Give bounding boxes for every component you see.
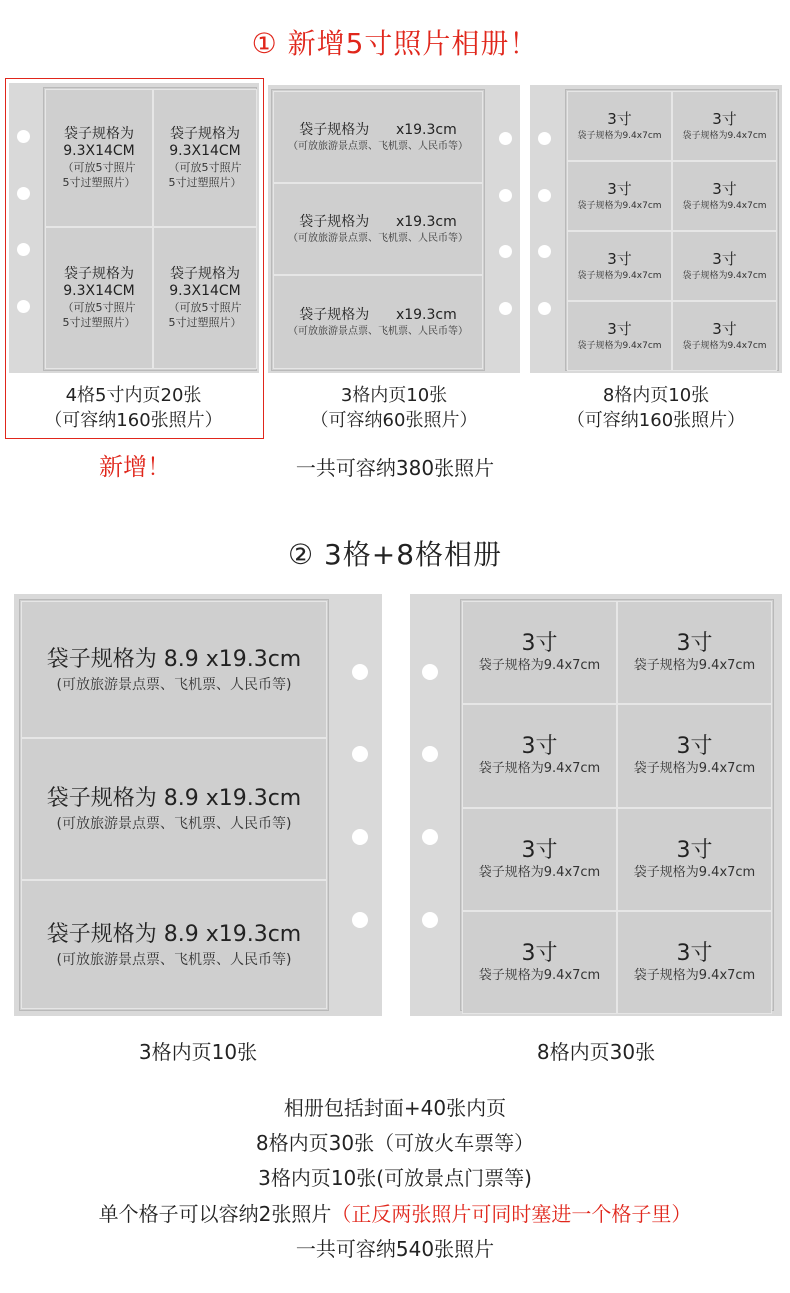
sleeve-cell xyxy=(672,231,777,301)
cell-title: 3寸 xyxy=(607,109,632,128)
new-badge: 新增！ xyxy=(99,453,171,481)
cell-note: 袋子规格为9.4x7cm xyxy=(682,270,767,281)
summary-line: 8格内页30张（可放火车票等） xyxy=(255,1131,535,1155)
cell-note: （可放5寸照片 xyxy=(168,301,242,314)
cell-title: 袋子规格为 xyxy=(170,266,240,282)
sleeve-cell xyxy=(567,91,672,161)
binder-hole xyxy=(352,746,368,762)
cell-note: 5寸过塑照片） xyxy=(62,176,136,189)
sleeve-cell xyxy=(462,911,617,1014)
cell-title: 3寸 xyxy=(712,319,737,338)
cell-title: 3寸 xyxy=(676,837,713,863)
binder-hole xyxy=(17,243,30,256)
binder-hole xyxy=(499,189,512,202)
sleeve-cell xyxy=(617,911,772,1014)
cell-note: 袋子规格为9.4x7cm xyxy=(682,200,767,211)
album-8grid-capacity: （可容纳160张照片） xyxy=(566,410,746,431)
cell-note: 袋子规格为9.4x7cm xyxy=(633,864,756,880)
binder-hole xyxy=(538,245,551,258)
sleeve-cell xyxy=(21,738,327,880)
cell-size: 9.3X14CM xyxy=(169,143,241,159)
section1-total: 一共可容纳380张照片 xyxy=(295,456,495,480)
cell-title: 3寸 xyxy=(521,940,558,966)
cell-note: 5寸过塑照片） xyxy=(168,176,242,189)
cell-note: 袋子规格为9.4x7cm xyxy=(577,200,662,211)
binder-hole xyxy=(538,132,551,145)
sleeve-cell xyxy=(617,808,772,911)
cell-note: (可放旅游景点票、飞机票、人民币等) xyxy=(56,951,292,968)
cell-note: 袋子规格为9.4x7cm xyxy=(682,340,767,351)
cell-title: 3寸 xyxy=(712,249,737,268)
sleeve-cell xyxy=(21,601,327,738)
cell-title: 袋子规格为 8.9 x19.3cm xyxy=(46,921,302,947)
sleeve-cell xyxy=(273,275,483,369)
sleeve-cell xyxy=(273,183,483,275)
summary-line: 3格内页10张(可放景点门票等) xyxy=(258,1166,532,1190)
album-4grid-caption: 4格5寸内页20张 xyxy=(65,385,202,406)
cell-note: 5寸过塑照片） xyxy=(168,316,242,329)
cell-note: （可放旅游景点票、飞机票、人民币等） xyxy=(288,140,468,152)
cell-title: 袋子规格为 xyxy=(170,126,240,142)
cell-title: 3寸 xyxy=(607,249,632,268)
cell-note: 袋子规格为9.4x7cm xyxy=(633,657,756,673)
summary-line: 一共可容纳540张照片 xyxy=(295,1237,495,1261)
album2-3grid-caption: 3格内页10张 xyxy=(138,1040,258,1064)
sleeve-cell xyxy=(567,231,672,301)
binder-hole xyxy=(17,300,30,313)
album-8grid-page xyxy=(530,85,782,373)
sleeve-cell xyxy=(462,704,617,808)
cell-title: 3寸 xyxy=(676,940,713,966)
summary-line: 单个格子可以容纳2张照片（正反两张照片可同时塞进一个格子里） xyxy=(98,1202,692,1226)
sleeve-cell xyxy=(45,227,153,369)
cell-note: (可放旅游景点票、飞机票、人民币等) xyxy=(56,676,292,693)
binder-hole xyxy=(352,829,368,845)
sleeve-cell xyxy=(617,601,772,704)
summary-line: 相册包括封面+40张内页 xyxy=(283,1096,507,1120)
binder-hole xyxy=(499,245,512,258)
sleeve-cell xyxy=(45,89,153,227)
cell-note: 袋子规格为9.4x7cm xyxy=(633,761,756,776)
binder-hole xyxy=(352,912,368,928)
sleeve-cell xyxy=(462,808,617,911)
cell-note: 袋子规格为9.4x7cm xyxy=(633,967,756,983)
cell-note: 5寸过塑照片） xyxy=(62,316,136,329)
cell-title: 3寸 xyxy=(521,630,558,656)
cell-title: 3寸 xyxy=(607,179,632,198)
cell-note: （可放5寸照片 xyxy=(168,161,242,174)
album-4grid-capacity: （可容纳160张照片） xyxy=(44,410,223,431)
binder-hole xyxy=(17,130,30,143)
album-3grid-page xyxy=(268,85,520,373)
cell-title: 3寸 xyxy=(676,630,713,656)
binder-hole xyxy=(422,746,438,762)
cell-title: 3寸 xyxy=(521,734,558,759)
sleeve-cell xyxy=(617,704,772,808)
cell-title: 袋子规格为 xyxy=(64,126,134,142)
binder-hole xyxy=(499,132,512,145)
binder-hole xyxy=(352,664,368,680)
sleeve-cell xyxy=(273,91,483,183)
cell-note: 袋子规格为9.4x7cm xyxy=(577,130,662,141)
binder-hole xyxy=(499,302,512,315)
cell-title: 3寸 xyxy=(712,179,737,198)
cell-note: （可放旅游景点票、飞机票、人民币等） xyxy=(288,232,468,244)
sleeve-cell xyxy=(672,301,777,371)
album2-8grid-page xyxy=(410,594,782,1016)
cell-note: (可放旅游景点票、飞机票、人民币等) xyxy=(56,816,292,832)
cell-note: 袋子规格为9.4x7cm xyxy=(478,864,601,880)
section2-title: ② 3格+8格相册 xyxy=(287,538,503,571)
sleeve-cell xyxy=(153,227,257,369)
cell-size: 9.3X14CM xyxy=(63,283,135,299)
album-3grid-caption: 3格内页10张 xyxy=(340,385,448,406)
binder-hole xyxy=(422,829,438,845)
album-8grid-caption: 8格内页10张 xyxy=(602,385,710,406)
cell-note: 袋子规格为9.4x7cm xyxy=(478,761,601,776)
sleeve-cell xyxy=(153,89,257,227)
cell-title: 3寸 xyxy=(676,734,713,759)
cell-size: 9.3X14CM xyxy=(63,143,135,159)
cell-note: （可放旅游景点票、飞机票、人民币等） xyxy=(288,325,468,337)
binder-hole xyxy=(538,302,551,315)
cell-note: 袋子规格为9.4x7cm xyxy=(478,657,601,673)
cell-title: 袋子规格为 x19.3cm xyxy=(299,121,457,138)
section1-title: ① 新增5寸照片相册！ xyxy=(251,27,539,60)
album-4grid-page xyxy=(9,83,259,373)
sleeve-cell xyxy=(21,880,327,1009)
album-3grid-capacity: （可容纳60张照片） xyxy=(310,410,478,431)
cell-title: 袋子规格为 8.9 x19.3cm xyxy=(46,646,302,672)
album2-3grid-page xyxy=(14,594,382,1016)
cell-note: 袋子规格为9.4x7cm xyxy=(682,130,767,141)
binder-hole xyxy=(422,664,438,680)
cell-title: 袋子规格为 x19.3cm xyxy=(299,306,457,323)
cell-title: 3寸 xyxy=(521,837,558,863)
sleeve-cell xyxy=(462,601,617,704)
cell-note: （可放5寸照片 xyxy=(62,301,136,314)
cell-note: 袋子规格为9.4x7cm xyxy=(478,967,601,983)
cell-title: 3寸 xyxy=(712,109,737,128)
cell-note: 袋子规格为9.4x7cm xyxy=(577,340,662,351)
cell-note: 袋子规格为9.4x7cm xyxy=(577,270,662,281)
binder-hole xyxy=(17,187,30,200)
binder-hole xyxy=(422,912,438,928)
album2-8grid-caption: 8格内页30张 xyxy=(536,1040,656,1064)
cell-title: 3寸 xyxy=(607,319,632,338)
sleeve-cell xyxy=(672,91,777,161)
sleeve-cell xyxy=(672,161,777,231)
cell-note: （可放5寸照片 xyxy=(62,161,136,174)
cell-title: 袋子规格为 xyxy=(64,266,134,282)
cell-title: 袋子规格为 x19.3cm xyxy=(299,213,457,230)
sleeve-cell xyxy=(567,161,672,231)
binder-hole xyxy=(538,189,551,202)
cell-size: 9.3X14CM xyxy=(169,283,241,299)
cell-title: 袋子规格为 8.9 x19.3cm xyxy=(46,786,302,811)
sleeve-cell xyxy=(567,301,672,371)
